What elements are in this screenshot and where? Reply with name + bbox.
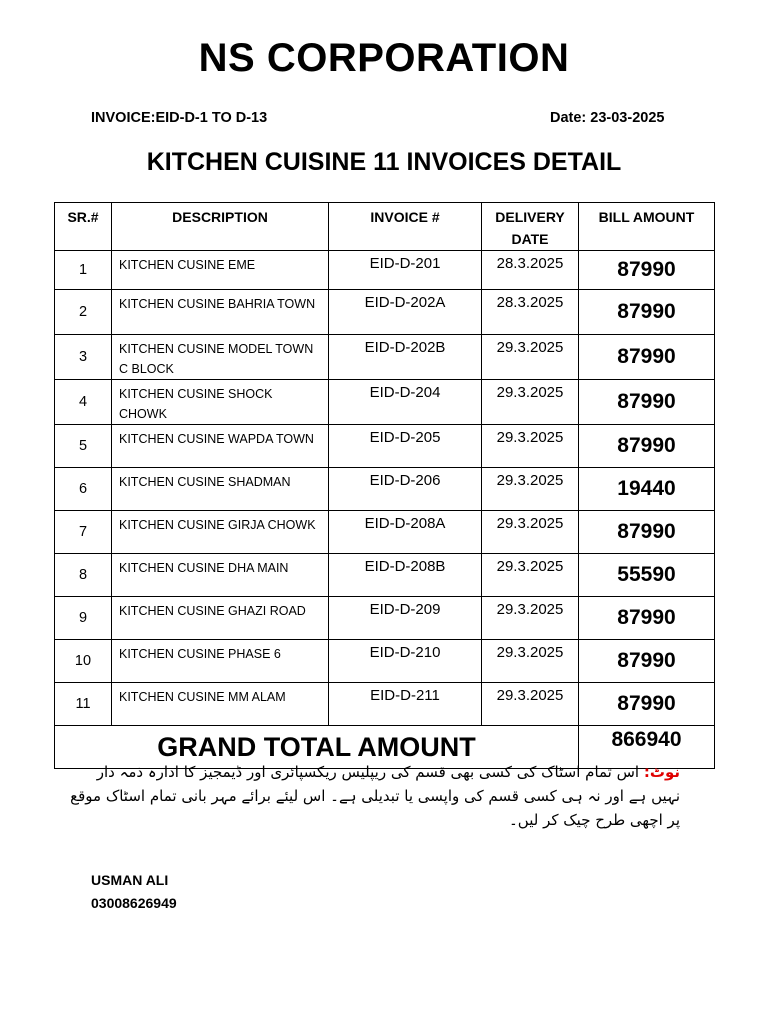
row-description: KITCHEN CUSINE DHA MAIN <box>112 554 329 597</box>
row-delivery-date: 29.3.2025 <box>482 597 579 640</box>
row-bill-amount: 55590 <box>579 554 715 597</box>
row-bill-amount: 87990 <box>579 251 715 290</box>
row-invoice: EID-D-205 <box>329 425 482 468</box>
row-delivery-date: 29.3.2025 <box>482 380 579 425</box>
row-description: KITCHEN CUSINE MM ALAM <box>112 683 329 726</box>
invoice-reference: INVOICE:EID-D-1 TO D-13 <box>91 110 268 126</box>
row-sr: 6 <box>55 468 112 511</box>
urdu-note <box>70 760 680 832</box>
row-delivery-date: 29.3.2025 <box>482 511 579 554</box>
header-bill-amount: BILL AMOUNT <box>579 203 715 251</box>
row-invoice: EID-D-201 <box>329 251 482 290</box>
row-invoice: EID-D-206 <box>329 468 482 511</box>
table-row <box>55 425 715 468</box>
row-sr: 4 <box>55 380 112 425</box>
row-bill-amount: 87990 <box>579 335 715 380</box>
row-invoice: EID-D-208B <box>329 554 482 597</box>
row-invoice: EID-D-211 <box>329 683 482 726</box>
row-invoice: EID-D-202B <box>329 335 482 380</box>
document-subtitle: KITCHEN CUISINE 11 INVOICES DETAIL <box>146 148 622 176</box>
row-delivery-date: 29.3.2025 <box>482 425 579 468</box>
row-bill-amount: 87990 <box>579 425 715 468</box>
grand-total-label: GRAND TOTAL AMOUNT <box>55 726 579 769</box>
row-bill-amount: 87990 <box>579 380 715 425</box>
row-invoice: EID-D-210 <box>329 640 482 683</box>
row-invoice: EID-D-209 <box>329 597 482 640</box>
signer-phone: 03008626949 <box>91 895 177 911</box>
row-sr: 1 <box>55 251 112 290</box>
row-sr: 10 <box>55 640 112 683</box>
row-delivery-date: 29.3.2025 <box>482 640 579 683</box>
signer-name: USMAN ALI <box>91 872 169 888</box>
row-sr: 3 <box>55 335 112 380</box>
row-bill-amount: 87990 <box>579 290 715 335</box>
note-label: نوٹ: <box>643 763 680 781</box>
row-delivery-date: 28.3.2025 <box>482 290 579 335</box>
table-row <box>55 511 715 554</box>
company-name: NS CORPORATION <box>198 36 570 80</box>
row-invoice: EID-D-202A <box>329 290 482 335</box>
table-header-row <box>55 203 715 251</box>
row-invoice: EID-D-208A <box>329 511 482 554</box>
row-delivery-date: 29.3.2025 <box>482 335 579 380</box>
invoice-date: Date: 23-03-2025 <box>550 110 665 126</box>
row-bill-amount: 19440 <box>579 468 715 511</box>
row-bill-amount: 87990 <box>579 597 715 640</box>
header-delivery-line2: DATE <box>511 231 549 247</box>
row-sr: 8 <box>55 554 112 597</box>
table-row <box>55 468 715 511</box>
row-description: KITCHEN CUSINE EME <box>112 251 329 290</box>
header-delivery-date <box>482 203 579 251</box>
table-row <box>55 683 715 726</box>
row-sr: 11 <box>55 683 112 726</box>
row-sr: 9 <box>55 597 112 640</box>
table-row <box>55 554 715 597</box>
row-sr: 7 <box>55 511 112 554</box>
row-delivery-date: 29.3.2025 <box>482 554 579 597</box>
table-row <box>55 335 715 380</box>
table-row <box>55 640 715 683</box>
row-delivery-date: 29.3.2025 <box>482 468 579 511</box>
row-bill-amount: 87990 <box>579 683 715 726</box>
row-description: KITCHEN CUSINE SHADMAN <box>112 468 329 511</box>
row-sr: 2 <box>55 290 112 335</box>
row-delivery-date: 28.3.2025 <box>482 251 579 290</box>
header-description: DESCRIPTION <box>112 203 329 251</box>
row-description: KITCHEN CUSINE SHOCK CHOWK <box>112 380 329 425</box>
row-bill-amount: 87990 <box>579 511 715 554</box>
header-invoice: INVOICE # <box>329 203 482 251</box>
table-row <box>55 597 715 640</box>
invoice-table <box>54 202 715 769</box>
header-delivery-line1: DELIVERY <box>495 209 565 225</box>
row-description: KITCHEN CUSINE GIRJA CHOWK <box>112 511 329 554</box>
row-sr: 5 <box>55 425 112 468</box>
grand-total-amount: 866940 <box>579 726 715 769</box>
row-description: KITCHEN CUSINE GHAZI ROAD <box>112 597 329 640</box>
header-sr: SR.# <box>55 203 112 251</box>
table-row <box>55 380 715 425</box>
row-bill-amount: 87990 <box>579 640 715 683</box>
row-invoice: EID-D-204 <box>329 380 482 425</box>
table-row <box>55 290 715 335</box>
row-description: KITCHEN CUSINE PHASE 6 <box>112 640 329 683</box>
row-description: KITCHEN CUSINE MODEL TOWN C BLOCK <box>112 335 329 380</box>
note-text: اس تمام اسٹاک کی کسی بھی قسم کی ریپلیس ریکسپائری اور ڈیمجیز کا ادارہ ذمہ دار نہیں ہے اور نہ ہی کسی قسم کی واپسی یا تبدیلی ہے۔ اس لیئے برائے مہر بانی تمام اسٹاک موقع پر اچھی طرح چیک کر لیں۔ <box>70 763 680 829</box>
table-row <box>55 251 715 290</box>
row-description: KITCHEN CUSINE WAPDA TOWN <box>112 425 329 468</box>
row-delivery-date: 29.3.2025 <box>482 683 579 726</box>
row-description: KITCHEN CUSINE BAHRIA TOWN <box>112 290 329 335</box>
